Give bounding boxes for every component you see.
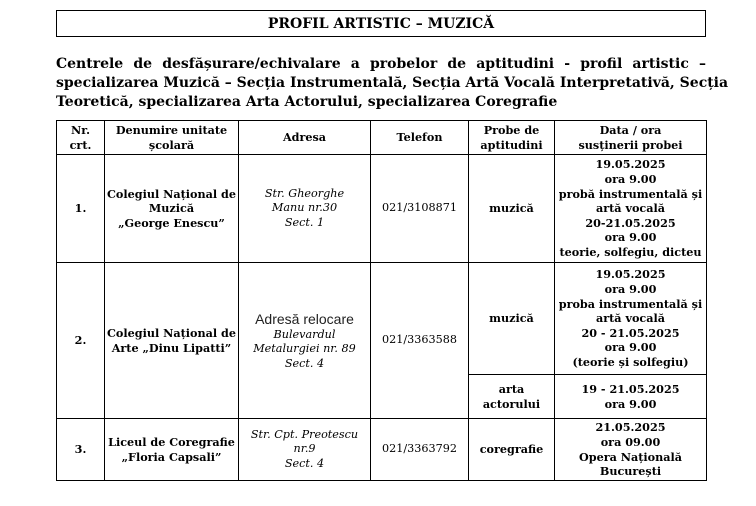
intro-paragraph: [56, 55, 729, 112]
test-type: muzică: [469, 263, 555, 375]
test-type: arta actorului: [469, 375, 555, 419]
unit-name: Liceul de Coregrafie „Floria Capsali”: [105, 419, 239, 481]
section-title-text: PROFIL ARTISTIC – MUZICĂ: [267, 15, 495, 32]
row-nr: 3.: [57, 419, 105, 481]
header-unit: Denumire unitate școlară: [105, 121, 239, 155]
row-nr: 2.: [57, 263, 105, 419]
header-tests: Probe de aptitudini: [469, 121, 555, 155]
test-schedule: 19.05.2025 ora 9.00 probă instrumentală și artă vocală 20-21.05.2025 ora 9.00 teorie, solfegiu, dicteu: [555, 155, 707, 263]
unit-name: Colegiul Național de Arte „Dinu Lipatti”: [105, 263, 239, 419]
test-schedule: 21.05.2025 ora 09.00 Opera Națională București: [555, 419, 707, 481]
header-address: Adresa: [239, 121, 371, 155]
header-date: Data / ora susținerii probei: [555, 121, 707, 155]
test-schedule: 19.05.2025 ora 9.00 proba instrumentală și artă vocală 20 - 21.05.2025 ora 9.00 (teorie și solfegiu): [555, 263, 707, 375]
unit-phone: 021/3363588: [371, 263, 469, 419]
row-nr: 1.: [57, 155, 105, 263]
relocation-note: Adresă relocare: [255, 310, 354, 327]
table-row: [57, 155, 707, 263]
test-schedule: 19 - 21.05.2025 ora 9.00: [555, 375, 707, 419]
table-row: [57, 419, 707, 481]
test-type: muzică: [469, 155, 555, 263]
intro-line: Teoretică, specializarea Arta Actorului, specializarea Coregrafie: [56, 94, 558, 110]
exam-centers-table: [56, 120, 707, 481]
intro-line: specializarea Muzică – Secția Instrumentală, Secția Artă Vocală Interpretativă, Secția: [56, 75, 729, 91]
unit-address: Adresă relocare Bulevardul Metalurgiei nr. 89 Sect. 4: [239, 263, 371, 419]
unit-name: Colegiul Național de Muzică „George Enescu”: [105, 155, 239, 263]
unit-address: Str. Gheorghe Manu nr.30 Sect. 1: [239, 155, 371, 263]
unit-address: Str. Cpt. Preotescu nr.9 Sect. 4: [239, 419, 371, 481]
unit-phone: 021/3108871: [371, 155, 469, 263]
table-row: [57, 263, 707, 375]
section-title: [56, 10, 706, 37]
header-nr: Nr. crt.: [57, 121, 105, 155]
intro-line: Centrele de desfășurare/echivalare a probelor de aptitudini - profil artistic –: [56, 56, 706, 72]
header-phone: Telefon: [371, 121, 469, 155]
unit-phone: 021/3363792: [371, 419, 469, 481]
table-header-row: [57, 121, 707, 155]
test-type: coregrafie: [469, 419, 555, 481]
